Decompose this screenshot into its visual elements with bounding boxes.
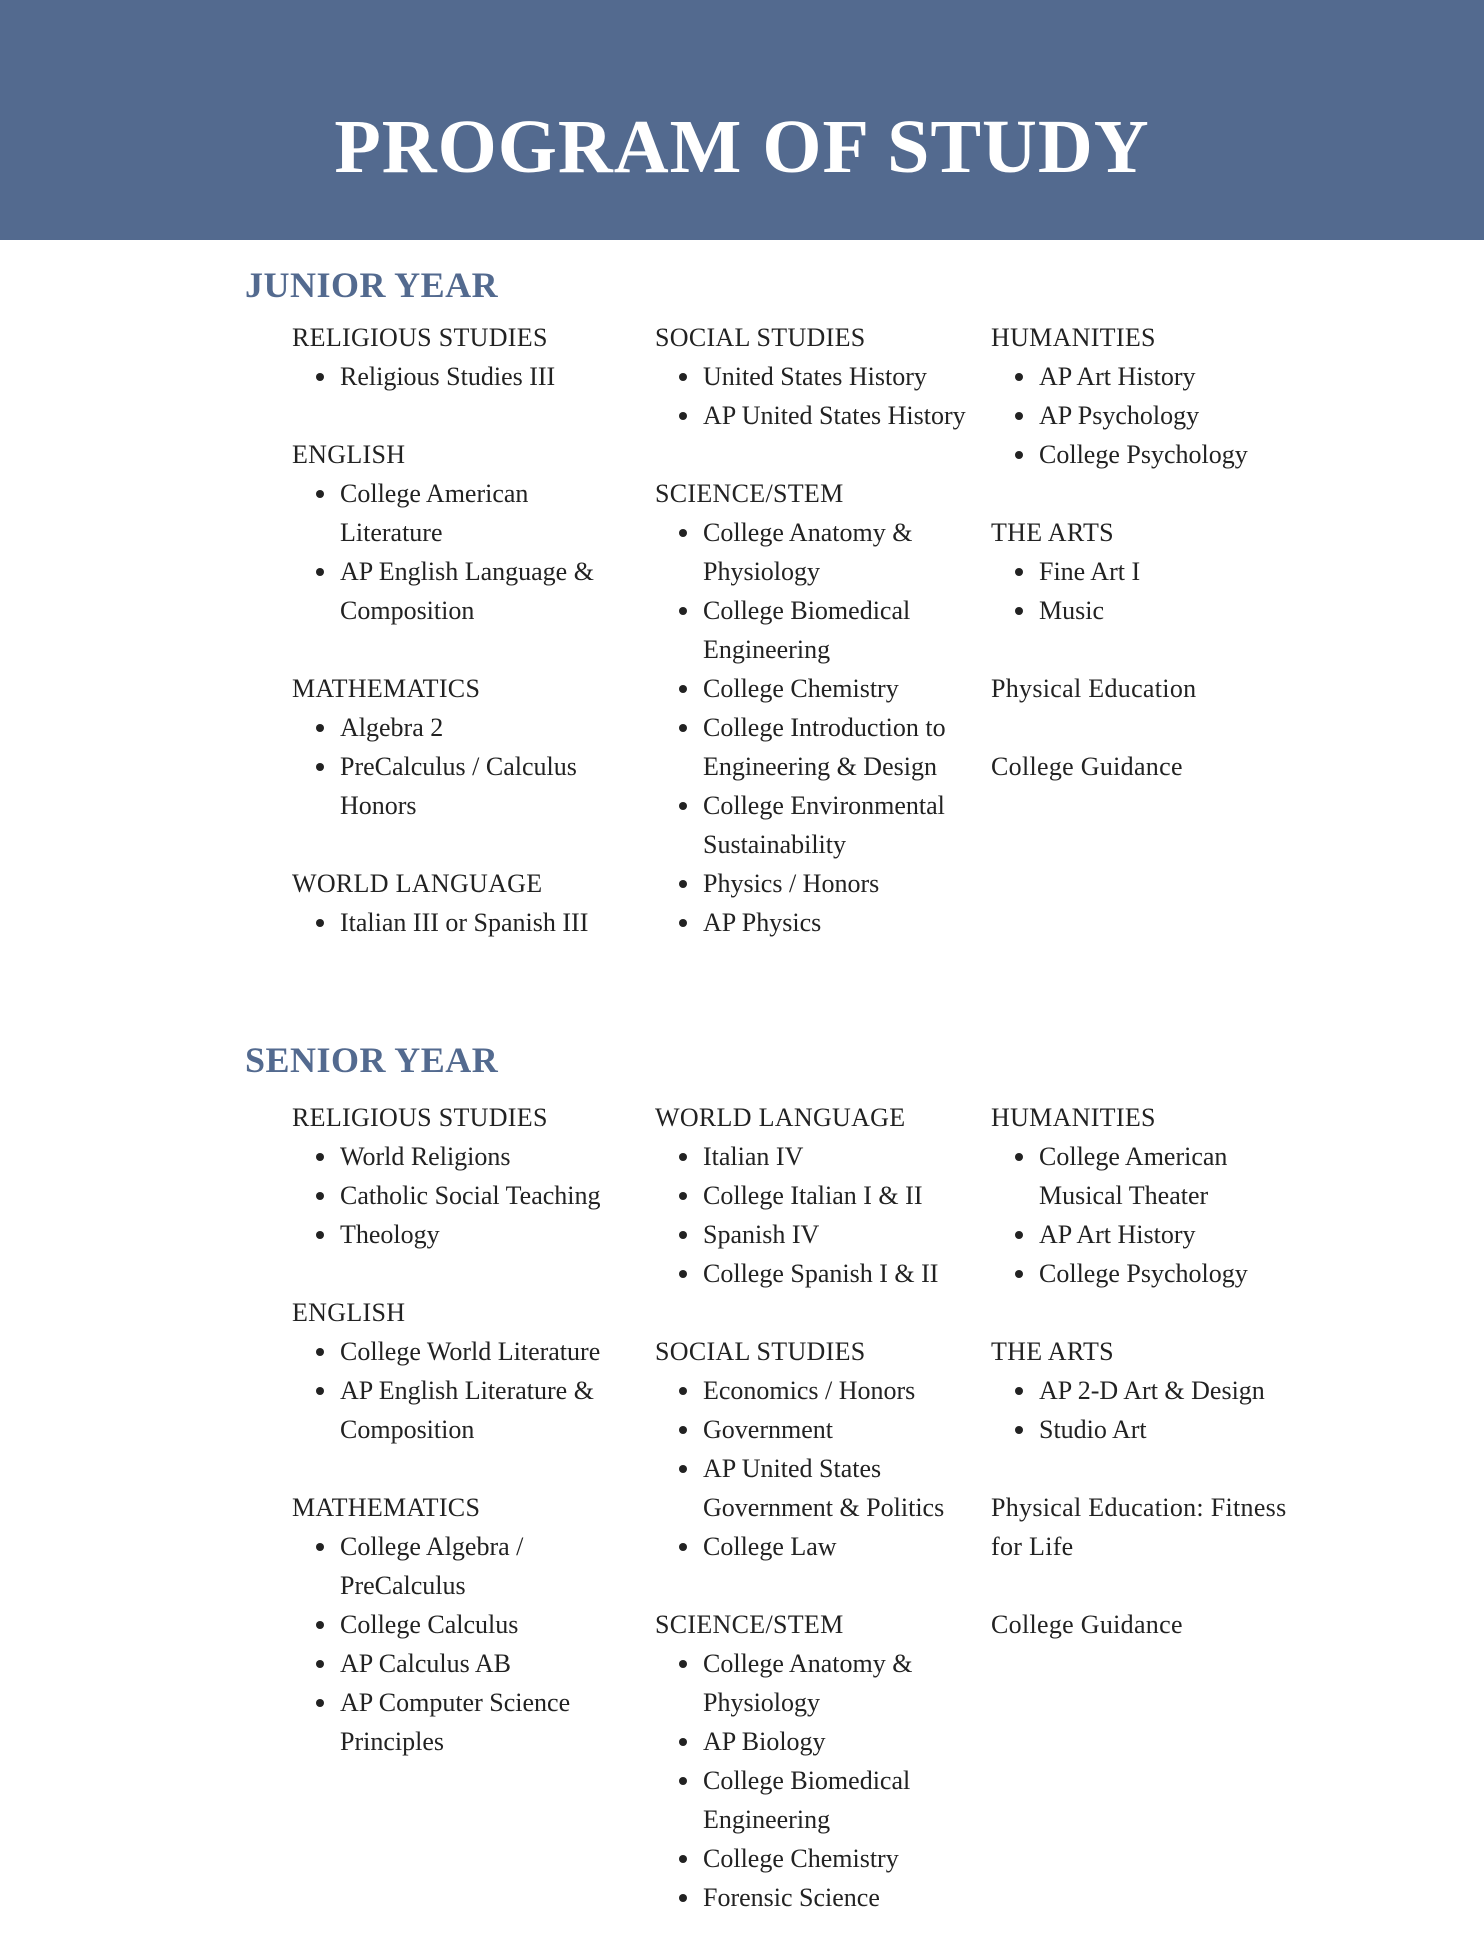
course-item: AP English Literature & Composition bbox=[292, 1371, 632, 1449]
subject-heading: ENGLISH bbox=[292, 1298, 406, 1327]
subject-section bbox=[991, 1098, 1291, 1293]
subject-heading: RELIGIOUS STUDIES bbox=[292, 323, 548, 352]
subject-section bbox=[655, 318, 985, 435]
subject-heading: Physical Education bbox=[991, 674, 1197, 703]
course-item: AP 2-D Art & Design bbox=[991, 1371, 1291, 1410]
course-item: AP Art History bbox=[991, 1215, 1291, 1254]
course-item: College Introduction to Engineering & Design bbox=[655, 708, 985, 786]
course-list bbox=[655, 513, 985, 942]
course-item: College World Literature bbox=[292, 1332, 632, 1371]
course-item: College Environmental Sustainability bbox=[655, 786, 985, 864]
course-item: United States History bbox=[655, 357, 985, 396]
subject-section bbox=[991, 513, 1291, 630]
course-item: College Algebra / PreCalculus bbox=[292, 1527, 632, 1605]
course-item: College Chemistry bbox=[655, 669, 985, 708]
course-list bbox=[292, 1527, 632, 1761]
subject-heading: College Guidance bbox=[991, 752, 1183, 781]
subject-section bbox=[655, 1605, 985, 1917]
subject-section bbox=[655, 1332, 985, 1566]
subject-section bbox=[292, 669, 632, 825]
subject-section bbox=[292, 864, 632, 942]
junior-column-2 bbox=[655, 318, 985, 981]
course-list bbox=[991, 357, 1291, 474]
course-item: College Biomedical Engineering bbox=[655, 591, 985, 669]
course-list bbox=[655, 1371, 985, 1566]
senior-column-1 bbox=[292, 1098, 632, 1800]
course-item: Studio Art bbox=[991, 1410, 1291, 1449]
course-item: College American Literature bbox=[292, 474, 632, 552]
course-item: AP Calculus AB bbox=[292, 1644, 632, 1683]
course-list bbox=[292, 474, 632, 630]
course-list bbox=[655, 1644, 985, 1917]
subject-section bbox=[292, 435, 632, 630]
course-item: Government bbox=[655, 1410, 985, 1449]
course-list bbox=[292, 1332, 632, 1449]
subject-heading: HUMANITIES bbox=[991, 323, 1156, 352]
course-item: Theology bbox=[292, 1215, 632, 1254]
subject-section bbox=[991, 1605, 1291, 1644]
subject-heading: MATHEMATICS bbox=[292, 1493, 481, 1522]
subject-heading: MATHEMATICS bbox=[292, 674, 481, 703]
course-list bbox=[655, 1137, 985, 1293]
subject-heading: College Guidance bbox=[991, 1610, 1183, 1639]
course-item: Catholic Social Teaching bbox=[292, 1176, 632, 1215]
subject-heading: WORLD LANGUAGE bbox=[292, 869, 543, 898]
course-item: World Religions bbox=[292, 1137, 632, 1176]
course-item: College Psychology bbox=[991, 1254, 1291, 1293]
subject-heading: RELIGIOUS STUDIES bbox=[292, 1103, 548, 1132]
subject-heading: SOCIAL STUDIES bbox=[655, 1337, 866, 1366]
page-title: PROGRAM OF STUDY bbox=[334, 105, 1150, 189]
subject-section bbox=[292, 1293, 632, 1449]
header-banner bbox=[0, 0, 1484, 240]
course-list bbox=[991, 552, 1291, 630]
course-item: College Anatomy & Physiology bbox=[655, 1644, 985, 1722]
course-item: College Anatomy & Physiology bbox=[655, 513, 985, 591]
junior-year-heading: JUNIOR YEAR bbox=[245, 265, 499, 305]
course-item: College Psychology bbox=[991, 435, 1291, 474]
junior-column-3 bbox=[991, 318, 1291, 825]
course-list bbox=[292, 708, 632, 825]
course-list bbox=[292, 1137, 632, 1254]
senior-year-heading: SENIOR YEAR bbox=[245, 1040, 499, 1080]
course-item: Spanish IV bbox=[655, 1215, 985, 1254]
course-item: Music bbox=[991, 591, 1291, 630]
course-item: College American Musical Theater bbox=[991, 1137, 1291, 1215]
subject-section bbox=[292, 318, 632, 396]
subject-section bbox=[991, 669, 1291, 708]
course-item: AP Psychology bbox=[991, 396, 1291, 435]
course-item: Algebra 2 bbox=[292, 708, 632, 747]
course-item: AP United States Government & Politics bbox=[655, 1449, 985, 1527]
subject-section bbox=[991, 1332, 1291, 1449]
course-item: Religious Studies III bbox=[292, 357, 632, 396]
course-item: College Biomedical Engineering bbox=[655, 1761, 985, 1839]
subject-section bbox=[991, 747, 1291, 786]
course-item: College Italian I & II bbox=[655, 1176, 985, 1215]
subject-section bbox=[655, 474, 985, 942]
course-item: AP United States History bbox=[655, 396, 985, 435]
subject-heading: Physical Education: Fitness for Life bbox=[991, 1493, 1287, 1561]
course-item: College Law bbox=[655, 1527, 985, 1566]
course-list bbox=[655, 357, 985, 435]
subject-heading: THE ARTS bbox=[991, 1337, 1114, 1366]
course-item: Italian III or Spanish III bbox=[292, 903, 632, 942]
course-item: College Chemistry bbox=[655, 1839, 985, 1878]
junior-column-1 bbox=[292, 318, 632, 981]
course-item: AP English Language & Composition bbox=[292, 552, 632, 630]
course-item: PreCalculus / Calculus Honors bbox=[292, 747, 632, 825]
course-list bbox=[292, 903, 632, 942]
course-item: AP Physics bbox=[655, 903, 985, 942]
subject-heading: SCIENCE/STEM bbox=[655, 1610, 844, 1639]
course-item: Physics / Honors bbox=[655, 864, 985, 903]
subject-section bbox=[991, 1488, 1291, 1566]
course-item: College Spanish I & II bbox=[655, 1254, 985, 1293]
subject-heading: THE ARTS bbox=[991, 518, 1114, 547]
subject-heading: HUMANITIES bbox=[991, 1103, 1156, 1132]
course-item: AP Computer Science Principles bbox=[292, 1683, 632, 1761]
senior-column-3 bbox=[991, 1098, 1291, 1683]
course-item: AP Art History bbox=[991, 357, 1291, 396]
subject-section bbox=[292, 1098, 632, 1254]
senior-column-2 bbox=[655, 1098, 985, 1956]
subject-heading: ENGLISH bbox=[292, 440, 406, 469]
course-item: Forensic Science bbox=[655, 1878, 985, 1917]
subject-heading: SCIENCE/STEM bbox=[655, 479, 844, 508]
subject-section bbox=[991, 318, 1291, 474]
subject-section bbox=[292, 1488, 632, 1761]
course-item: College Calculus bbox=[292, 1605, 632, 1644]
course-item: AP Biology bbox=[655, 1722, 985, 1761]
subject-heading: SOCIAL STUDIES bbox=[655, 323, 866, 352]
course-item: Fine Art I bbox=[991, 552, 1291, 591]
course-item: Italian IV bbox=[655, 1137, 985, 1176]
subject-heading: WORLD LANGUAGE bbox=[655, 1103, 906, 1132]
subject-section bbox=[655, 1098, 985, 1293]
course-list bbox=[292, 357, 632, 396]
course-item: Economics / Honors bbox=[655, 1371, 985, 1410]
course-list bbox=[991, 1371, 1291, 1449]
course-list bbox=[991, 1137, 1291, 1293]
